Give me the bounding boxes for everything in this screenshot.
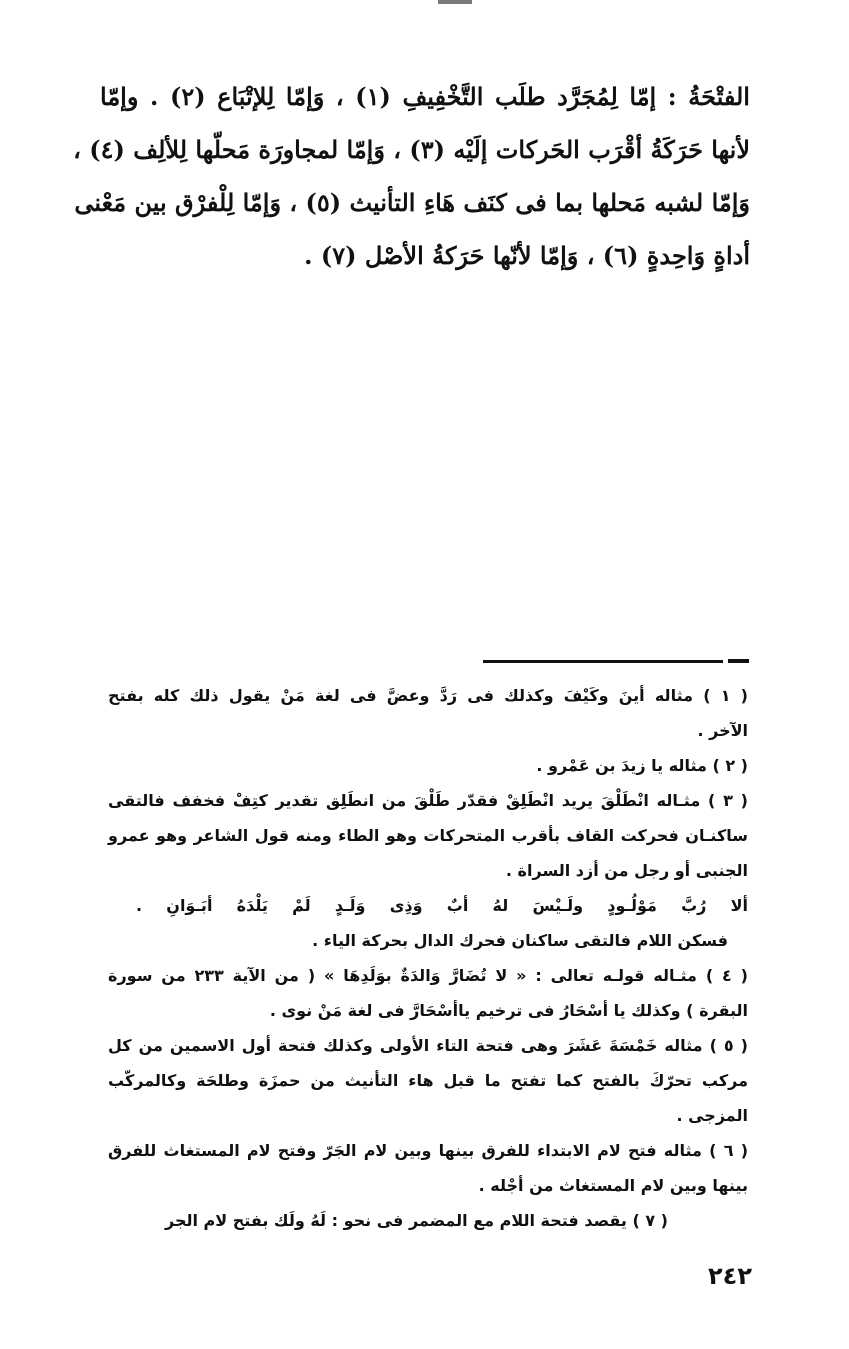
footnote-3-line-1: ( ٣ ) مثـاله انْطَلْقَ يريد انْطَلِقْ فقدّر طَلْقَ من انطَلِق تقدير كتِفْ فخفف فالتقى	[108, 791, 748, 810]
footnote-6-line-1: ( ٦ ) مثاله فتح لام الابتداء للفرق بينها وبين لام الجَرّ وفتح لام المستغاث للفرق	[108, 1141, 749, 1160]
footnote-1	[108, 678, 748, 748]
footnote-5-line-1: ( ٥ ) مثاله خَمْسَةَ عَشَرَ وهى فتحة التاء الأولى وكذلك فتحة أول الاسمين من كل	[108, 1036, 748, 1055]
poetry-verse	[108, 888, 748, 923]
footnote-5-line-3: المزجى .	[676, 1106, 748, 1125]
footnote-2-line-1: ( ٢ ) مثاله يا زيدَ بن عَمْرو .	[536, 756, 748, 775]
main-paragraph	[73, 70, 750, 282]
footnote-5	[108, 1028, 748, 1133]
top-edge-mark	[438, 0, 472, 4]
main-line-1: الفتْحَةُ : إمّا لِمُجَرَّد طلَب التَّخْفِيفِ (١) ، وَإمّا لِلإتْبَاع (٢) . وإمّا	[100, 82, 750, 111]
main-line-2: لأنها حَرَكَةُ أقْرَب الحَركات إلَيْه (٣) ، وَإمّا لمجاورَة مَحلّها لِلألِف (٤) ،	[73, 135, 750, 164]
footnote-4-line-1: ( ٤ ) مثـاله قولـه تعالى : « لا تُضَارَّ وَالدَةٌ بوَلَدِهَا » ( من الآية ٢٣٣ من سورة	[108, 966, 748, 985]
footnote-1-line-2: الآخر .	[697, 721, 748, 740]
verse-line: ألا رُبَّ مَوْلُـودٍ ولَـيْسَ لهُ أبٌ وَذِى وَلَـدٍ لَمْ يَلْدَهُ أبَـوَانِ .	[136, 896, 748, 915]
footnote-6	[108, 1133, 748, 1203]
footnote-4	[108, 958, 748, 1028]
footnote-separator	[483, 660, 723, 663]
footnote-3-line-3: الجنبى أو رجل من أزد السراة .	[505, 861, 748, 880]
footnote-1-line-1: ( ١ ) مثاله أينَ وكَيْفَ وكذلك فى رَدَّ وعضَّ فى لغة مَنْ يقول ذلك كله بفتح	[108, 686, 748, 705]
footnote-7	[108, 1203, 748, 1238]
footnote-3-continuation-line: فسكن اللام فالتقى ساكنان فحرك الدال بحركة الياء .	[312, 931, 728, 950]
footnotes	[108, 678, 748, 1238]
footnote-3-line-2: ساكنـان فحركت القاف بأقرب المتحركات وهو الطاء ومنه قول الشاعر وهو عمرو	[108, 826, 748, 845]
footnote-4-line-2: البقرة ) وكذلك يا أسْحَارُ فى ترخيم ياأسْحَارَّ فى لغة مَنْ نوى .	[269, 1001, 748, 1020]
footnote-7-line-1: ( ٧ ) يقصد فتحة اللام مع المضمر فى نحو : لَهُ ولَك بفتح لام الجر	[165, 1211, 668, 1230]
footnote-separator-tick	[728, 659, 749, 663]
footnote-6-line-2: بينها وبين لام المستغاث من أجْله .	[478, 1176, 748, 1195]
page-number: ٢٤٢	[708, 1262, 752, 1290]
footnote-3-continuation	[108, 923, 748, 958]
main-line-3: وَإمّا لشبه مَحلها بما فى كنَف هَاءِ التأنيث (٥) ، وَإمّا لِلْفرْق بين مَعْنى	[74, 188, 750, 217]
main-line-4: أداةٍ وَاحِدةٍ (٦) ، وَإمّا لأنّها حَرَكةُ الأصْل (٧) .	[304, 241, 750, 270]
footnote-2	[108, 748, 748, 783]
footnote-3	[108, 783, 748, 888]
footnote-5-line-2: مركب تحرّكَ بالفتح كما تفتح ما قبل هاء التأنيث من حمزَة وطلحَة وكالمركّب	[108, 1071, 748, 1090]
